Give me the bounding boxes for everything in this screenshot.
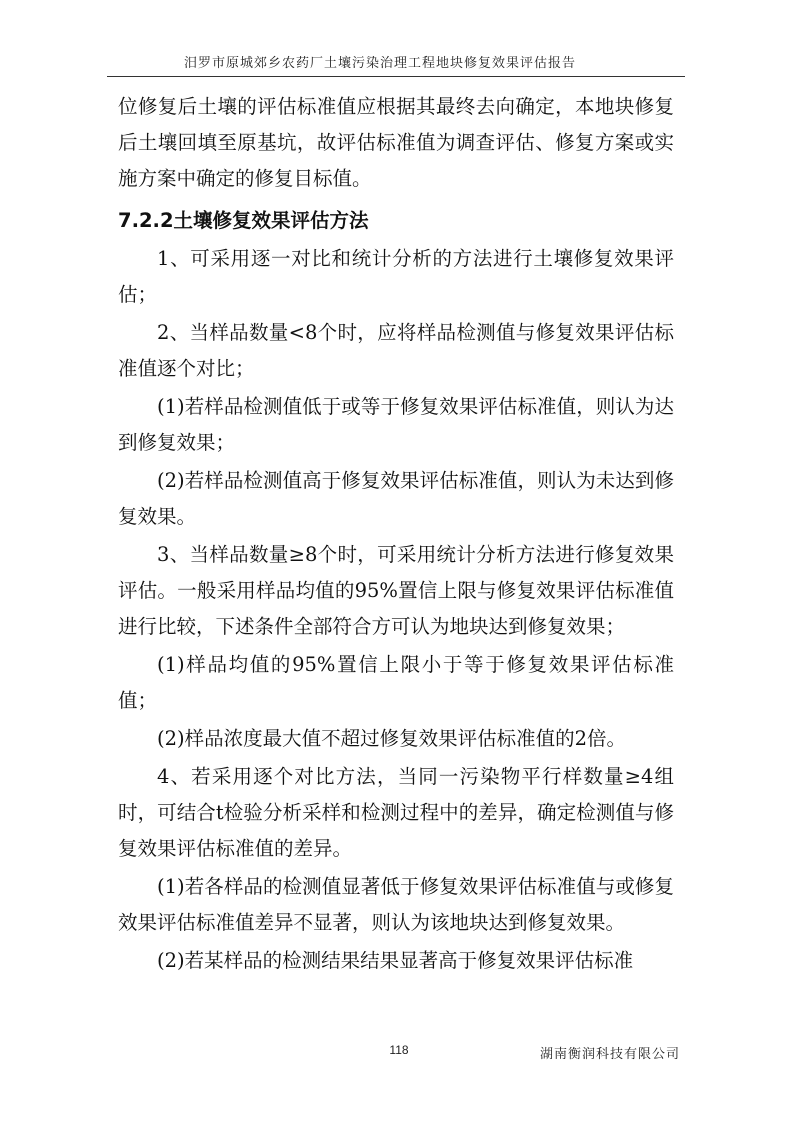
intro-paragraph: 位修复后土壤的评估标准值应根据其最终去向确定，本地块修复后土壤回填至原基坑，故评估标准值为调查评估、修复方案或实施方案中确定的修复目标值。	[118, 95, 674, 190]
section-heading: 7.2.2土壤修复效果评估方法	[118, 209, 369, 232]
paragraph-item: 3、当样品数量≥8个时，可采用统计分析方法进行修复效果评估。一般采用样品均值的95%置信上限与修复效果评估标准值进行比较，下述条件全部符合方可认为地块达到修复效果；	[118, 543, 674, 638]
company-name: 湖南衡润科技有限公司	[539, 1047, 680, 1062]
paragraph-item: (1)若样品检测值低于或等于修复效果评估标准值，则认为达到修复效果；	[118, 395, 674, 454]
page-body	[118, 89, 674, 979]
paragraph-item: 4、若采用逐个对比方法，当同一污染物平行样数量≥4组时，可结合t检验分析采样和检测过程中的差异，确定检测值与修复效果评估标准值的差异。	[118, 765, 674, 860]
paragraph-item: (2)若样品检测值高于修复效果评估标准值，则认为未达到修复效果。	[118, 469, 674, 528]
paragraph-item: (1)样品均值的95%置信上限小于等于修复效果评估标准值；	[118, 653, 674, 712]
running-header: 汨罗市原城郊乡农药厂土壤污染治理工程地块修复效果评估报告	[183, 56, 576, 71]
paragraph-item: 1、可采用逐一对比和统计分析的方法进行土壤修复效果评估；	[118, 247, 674, 306]
page-number: 118	[389, 1043, 409, 1057]
header-divider	[107, 76, 685, 77]
paragraph-item: (1)若各样品的检测值显著低于修复效果评估标准值与或修复效果评估标准值差异不显著，则认为该地块达到修复效果。	[118, 875, 674, 934]
paragraph-item: (2)若某样品的检测结果结果显著高于修复效果评估标准	[157, 949, 634, 972]
paragraph-item: (2)样品浓度最大值不超过修复效果评估标准值的2倍。	[157, 727, 627, 750]
paragraph-item: 2、当样品数量<8个时，应将样品检测值与修复效果评估标准值逐个对比；	[118, 321, 674, 380]
